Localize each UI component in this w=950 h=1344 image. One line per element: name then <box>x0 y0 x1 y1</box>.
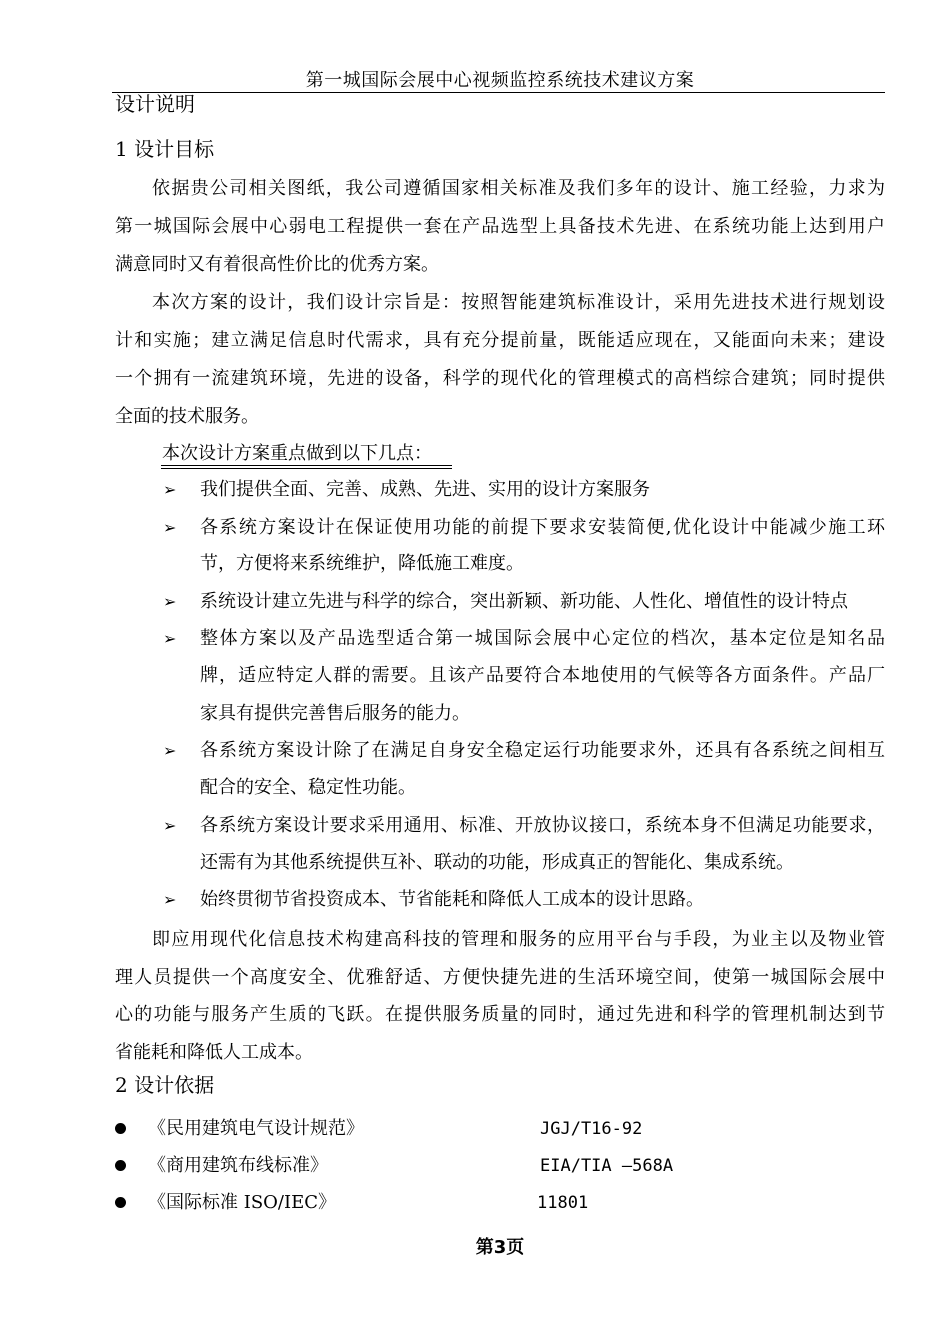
para2-line: 一个拥有一流建筑环境，先进的设备，科学的现代化的管理模式的高档综合建筑；同时提供 <box>115 368 885 389</box>
arrow-bullet-icon: ➢ <box>163 592 177 611</box>
bullet-dot-icon <box>115 1160 126 1171</box>
bullet-line: 整体方案以及产品选型适合第一城国际会展中心定位的档次，基本定位是知名品 <box>200 628 885 649</box>
arrow-bullet-icon: ➢ <box>163 741 177 760</box>
reference-name: 《商用建筑布线标准》 <box>148 1155 328 1176</box>
bullet-line: 家具有提供完善售后服务的能力。 <box>200 703 470 724</box>
section1-heading: 1 设计目标 <box>115 137 215 161</box>
reference-name: 《民用建筑电气设计规范》 <box>148 1118 364 1139</box>
bullet-line: 各系统方案设计在保证使用功能的前提下要求安装简便,优化设计中能减少施工环 <box>200 517 885 538</box>
para3-line: 心的功能与服务产生质的飞跃。在提供服务质量的同时，通过先进和科学的管理机制达到节 <box>115 1004 885 1025</box>
para2-line: 本次方案的设计，我们设计宗旨是：按照智能建筑标准设计，采用先进技术进行规划设 <box>152 292 885 313</box>
bullet-line: 节，方便将来系统维护，降低施工难度。 <box>200 553 524 574</box>
bullet-line: 各系统方案设计要求采用通用、标准、开放协议接口，系统本身不但满足功能要求， <box>200 815 885 836</box>
para2-line: 计和实施；建立满足信息时代需求，具有充分提前量，既能适应现在，又能面向未来；建设 <box>115 330 885 351</box>
bullet-line: 配合的安全、稳定性功能。 <box>200 777 416 798</box>
page-number: 第3页 <box>475 1237 525 1258</box>
section2-heading: 2 设计依据 <box>115 1073 215 1097</box>
bullet-line: 牌，适应特定人群的需要。且该产品要符合本地使用的气候等各方面条件。产品厂 <box>200 665 885 686</box>
para1-line: 满意同时又有着很高性价比的优秀方案。 <box>115 254 439 275</box>
para1-line: 第一城国际会展中心弱电工程提供一套在产品选型上具备技术先进、在系统功能上达到用户 <box>115 216 885 237</box>
para3-line: 省能耗和降低人工成本。 <box>115 1042 313 1063</box>
arrow-bullet-icon: ➢ <box>163 518 177 537</box>
bullet-line: 始终贯彻节省投资成本、节省能耗和降低人工成本的设计思路。 <box>200 889 704 910</box>
bullet-line: 各系统方案设计除了在满足自身安全稳定运行功能要求外，还具有各系统之间相互 <box>200 740 885 761</box>
reference-code: JGJ/T16-92 <box>540 1119 643 1139</box>
reference-code: 11801 <box>537 1193 589 1213</box>
header-rule <box>112 92 885 93</box>
key-points-underline <box>161 465 452 466</box>
arrow-bullet-icon: ➢ <box>163 890 177 909</box>
bullet-line: 系统设计建立先进与科学的综合，突出新颖、新功能、人性化、增值性的设计特点 <box>200 591 848 612</box>
bullet-line: 还需有为其他系统提供互补、联动的功能，形成真正的智能化、集成系统。 <box>200 852 794 873</box>
bullet-dot-icon <box>115 1123 126 1134</box>
para2-line: 全面的技术服务。 <box>115 406 259 427</box>
para1-line: 依据贵公司相关图纸，我公司遵循国家相关标准及我们多年的设计、施工经验，力求为 <box>152 178 885 199</box>
key-points-title: 本次设计方案重点做到以下几点： <box>162 443 432 464</box>
key-points-underline <box>161 468 452 469</box>
section-title: 设计说明 <box>115 92 195 116</box>
reference-code: EIA/TIA —568A <box>540 1156 674 1176</box>
para3-line: 理人员提供一个高度安全、优雅舒适、方便快捷先进的生活环境空间，使第一城国际会展中 <box>115 967 885 988</box>
bullet-line: 我们提供全面、完善、成熟、先进、实用的设计方案服务 <box>200 479 650 500</box>
reference-name: 《国际标准 ISO/IEC》 <box>148 1192 337 1213</box>
bullet-dot-icon <box>115 1197 126 1208</box>
arrow-bullet-icon: ➢ <box>163 480 177 499</box>
arrow-bullet-icon: ➢ <box>163 629 177 648</box>
para3-line: 即应用现代化信息技术构建高科技的管理和服务的应用平台与手段，为业主以及物业管 <box>152 929 885 950</box>
arrow-bullet-icon: ➢ <box>163 816 177 835</box>
page-header-title: 第一城国际会展中心视频监控系统技术建议方案 <box>305 70 695 91</box>
